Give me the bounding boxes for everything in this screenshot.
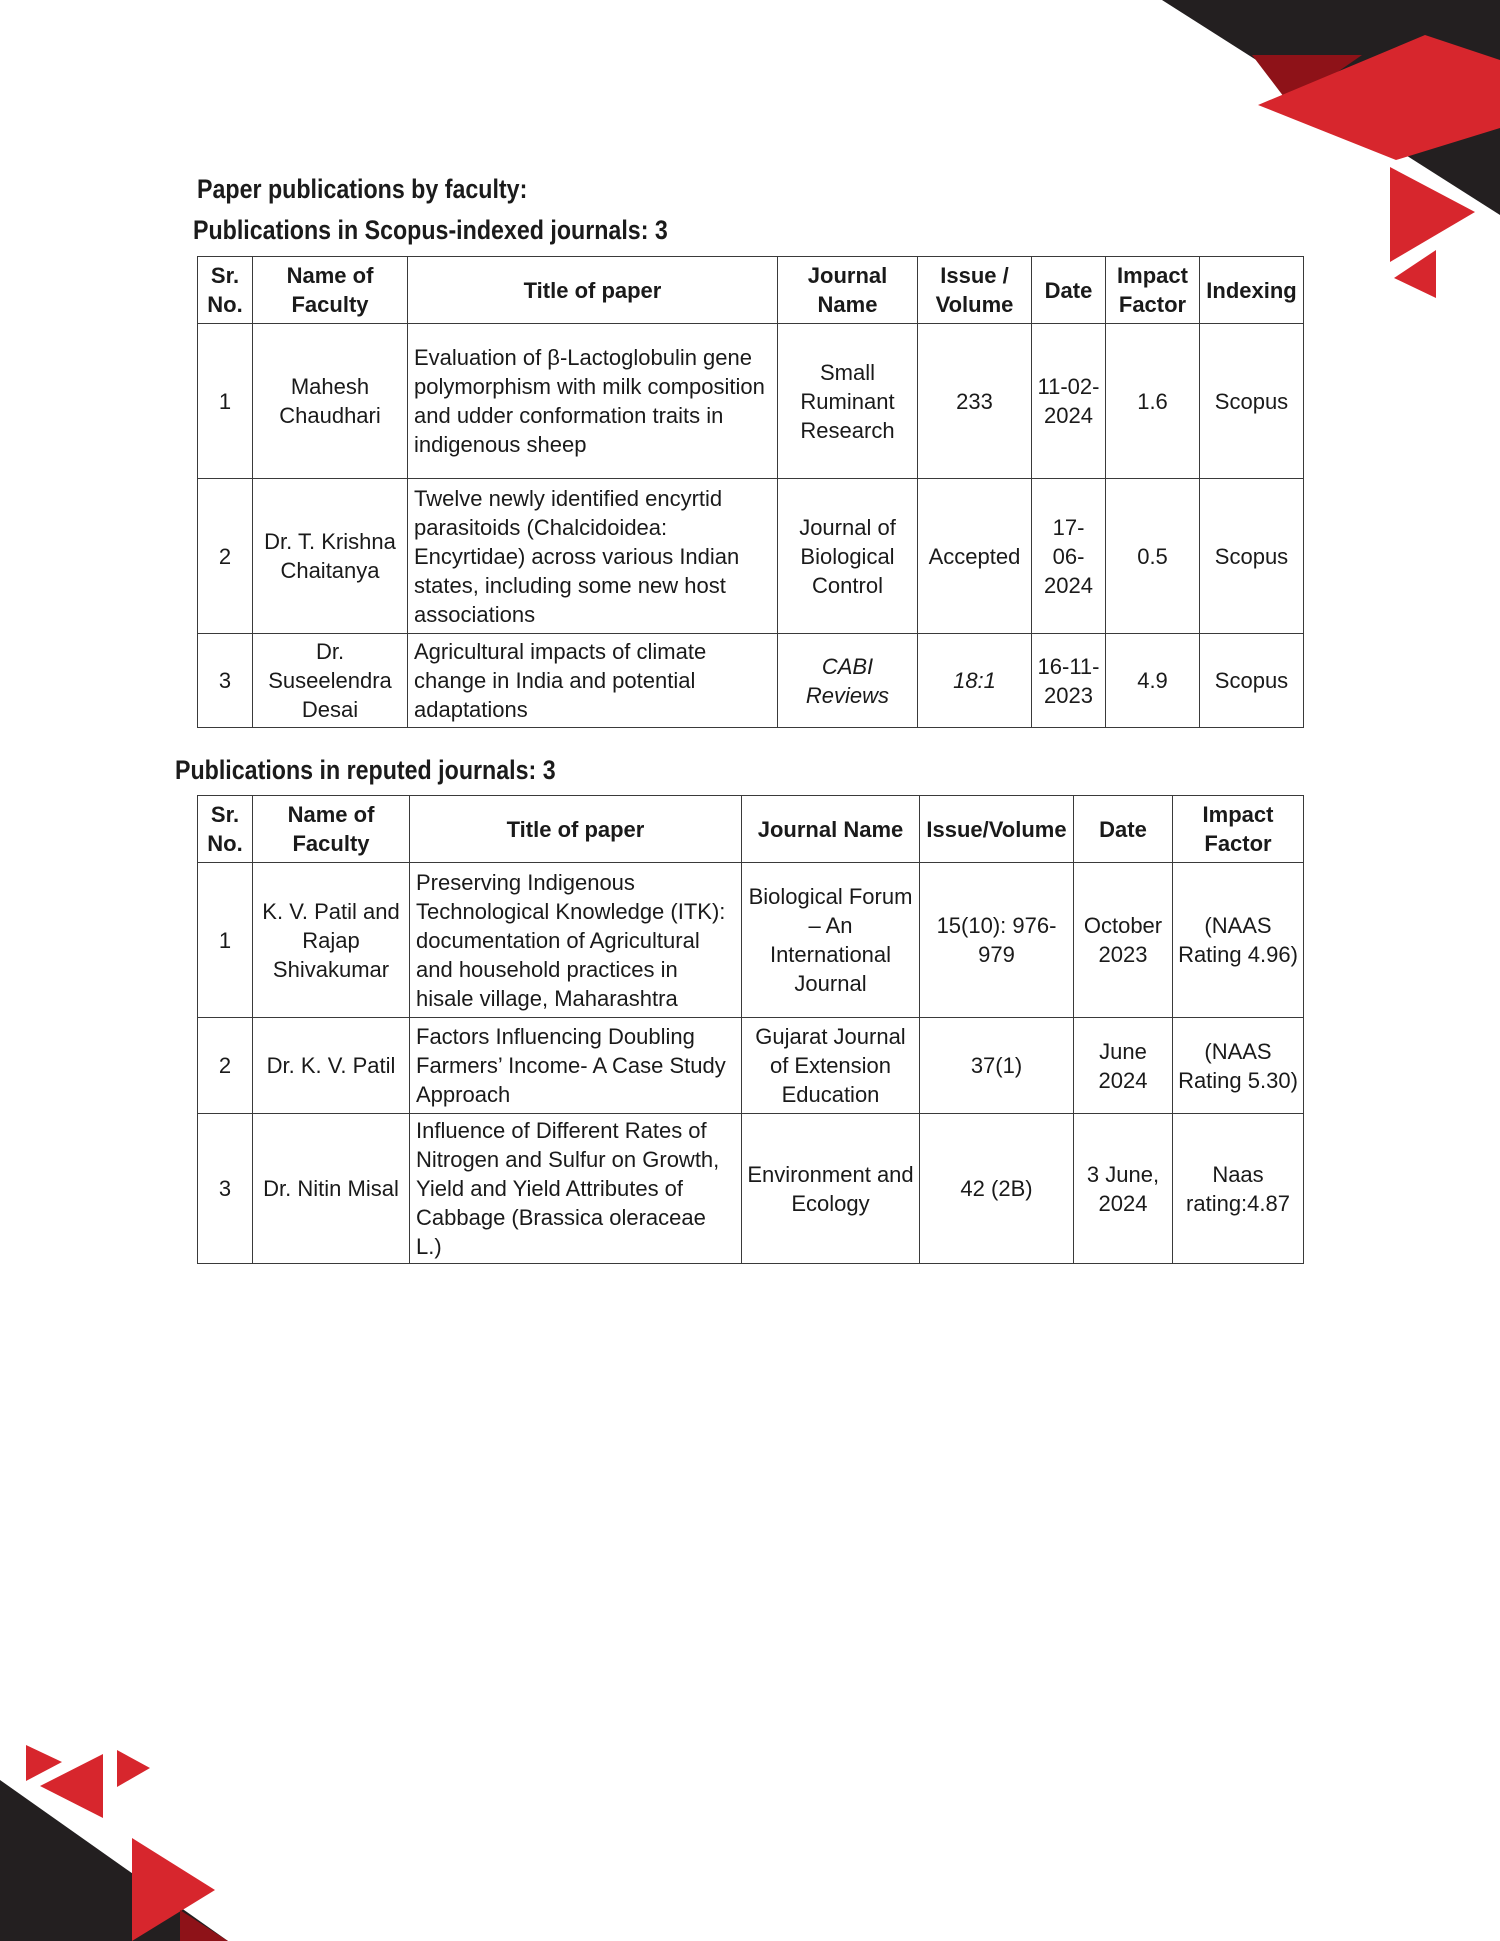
cell-impact: (NAAS Rating 5.30) (1173, 1018, 1304, 1114)
cell-date: October 2023 (1074, 863, 1173, 1018)
col-header-sr-no: Sr. No. (198, 257, 253, 324)
table-row (198, 1114, 1304, 1264)
cell-impact: Naas rating:4.87 (1173, 1114, 1304, 1264)
cell-sr-no: 3 (198, 634, 253, 728)
table-row (198, 863, 1304, 1018)
cell-faculty: Mahesh Chaudhari (253, 324, 408, 479)
cell-issue: 233 (918, 324, 1032, 479)
cell-title: Factors Influencing Doubling Farmers’ Income- A Case Study Approach (410, 1018, 742, 1114)
cell-indexing: Scopus (1200, 479, 1304, 634)
reputed-publications-table (197, 795, 1304, 1264)
page-title: Paper publications by faculty: (197, 174, 528, 204)
cell-sr-no: 2 (198, 1018, 253, 1114)
cell-sr-no: 2 (198, 479, 253, 634)
col-header-issue: Issue / Volume (918, 257, 1032, 324)
reputed-section-heading: Publications in reputed journals: 3 (175, 755, 556, 785)
cell-impact: (NAAS Rating 4.96) (1173, 863, 1304, 1018)
cell-faculty: Dr. T. Krishna Chaitanya (253, 479, 408, 634)
cell-faculty: Dr. K. V. Patil (253, 1018, 410, 1114)
cell-faculty: K. V. Patil and Rajap Shivakumar (253, 863, 410, 1018)
cell-faculty: Dr. Nitin Misal (253, 1114, 410, 1264)
col-header-issue: Issue/Volume (920, 796, 1074, 863)
cell-title: Agricultural impacts of climate change in India and potential adaptations (408, 634, 778, 728)
cell-issue: 42 (2B) (920, 1114, 1074, 1264)
cell-sr-no: 1 (198, 863, 253, 1018)
cell-impact: 1.6 (1106, 324, 1200, 479)
top-right-red-triangle (1390, 167, 1475, 262)
cell-journal: Journal of Biological Control (778, 479, 918, 634)
cell-title: Twelve newly identified encyrtid parasitoids (Chalcidoidea: Encyrtidae) across various Indian states, including some new host associations (408, 479, 778, 634)
cell-title: Influence of Different Rates of Nitrogen and Sulfur on Growth, Yield and Yield Attributes of Cabbage (Brassica oleraceae L.) (410, 1114, 742, 1264)
cell-journal: Environment and Ecology (742, 1114, 920, 1264)
cell-date: 3 June, 2024 (1074, 1114, 1173, 1264)
cell-issue: Accepted (918, 479, 1032, 634)
top-right-small-red-triangle (1394, 250, 1436, 298)
table-row (198, 1018, 1304, 1114)
cell-journal: Gujarat Journal of Extension Education (742, 1018, 920, 1114)
table-header-row (198, 257, 1304, 324)
col-header-faculty: Name of Faculty (253, 257, 408, 324)
table-row (198, 324, 1304, 479)
scopus-publications-table (197, 256, 1304, 728)
cell-date: 17-06-2024 (1032, 479, 1106, 634)
top-right-dark-shape (1162, 0, 1500, 215)
cell-issue: 15(10): 976-979 (920, 863, 1074, 1018)
cell-journal: Small Ruminant Research (778, 324, 918, 479)
cell-impact: 4.9 (1106, 634, 1200, 728)
cell-date: June 2024 (1074, 1018, 1173, 1114)
cell-impact: 0.5 (1106, 479, 1200, 634)
bottom-left-dark-shape (0, 1780, 228, 1941)
cell-journal: Biological Forum – An International Journal (742, 863, 920, 1018)
col-header-impact: Impact Factor (1106, 257, 1200, 324)
cell-sr-no: 3 (198, 1114, 253, 1264)
top-right-red-band (1258, 35, 1500, 160)
cell-date: 11-02-2024 (1032, 324, 1106, 479)
bottom-left-red-triangle (40, 1754, 103, 1818)
top-right-darkred-shape (1252, 55, 1362, 105)
cell-title: Evaluation of β-Lactoglobulin gene polymorphism with milk composition and udder conformation traits in indigenous sheep (408, 324, 778, 479)
bottom-left-arrow (117, 1750, 150, 1787)
scopus-section-heading: Publications in Scopus-indexed journals: 3 (193, 215, 668, 245)
cell-issue: 37(1) (920, 1018, 1074, 1114)
col-header-journal: Journal Name (742, 796, 920, 863)
cell-journal: CABI Reviews (778, 634, 918, 728)
col-header-title: Title of paper (408, 257, 778, 324)
cell-indexing: Scopus (1200, 634, 1304, 728)
bottom-left-big-red-triangle (132, 1838, 215, 1941)
col-header-journal: Journal Name (778, 257, 918, 324)
cell-indexing: Scopus (1200, 324, 1304, 479)
col-header-impact: Impact Factor (1173, 796, 1304, 863)
cell-sr-no: 1 (198, 324, 253, 479)
table-row (198, 634, 1304, 728)
cell-faculty: Dr. Suseelendra Desai (253, 634, 408, 728)
col-header-faculty: Name of Faculty (253, 796, 410, 863)
col-header-sr-no: Sr. No. (198, 796, 253, 863)
col-header-title: Title of paper (410, 796, 742, 863)
table-header-row (198, 796, 1304, 863)
table-row (198, 479, 1304, 634)
col-header-date: Date (1074, 796, 1173, 863)
cell-date: 16-11-2023 (1032, 634, 1106, 728)
col-header-indexing: Indexing (1200, 257, 1304, 324)
cell-title: Preserving Indigenous Technological Knowledge (ITK): documentation of Agricultural and household practices in hisale village, Maharashtra (410, 863, 742, 1018)
col-header-date: Date (1032, 257, 1106, 324)
bottom-left-small-red-shape (26, 1745, 62, 1781)
bottom-left-darkred-shape (180, 1910, 228, 1941)
cell-issue: 18:1 (918, 634, 1032, 728)
